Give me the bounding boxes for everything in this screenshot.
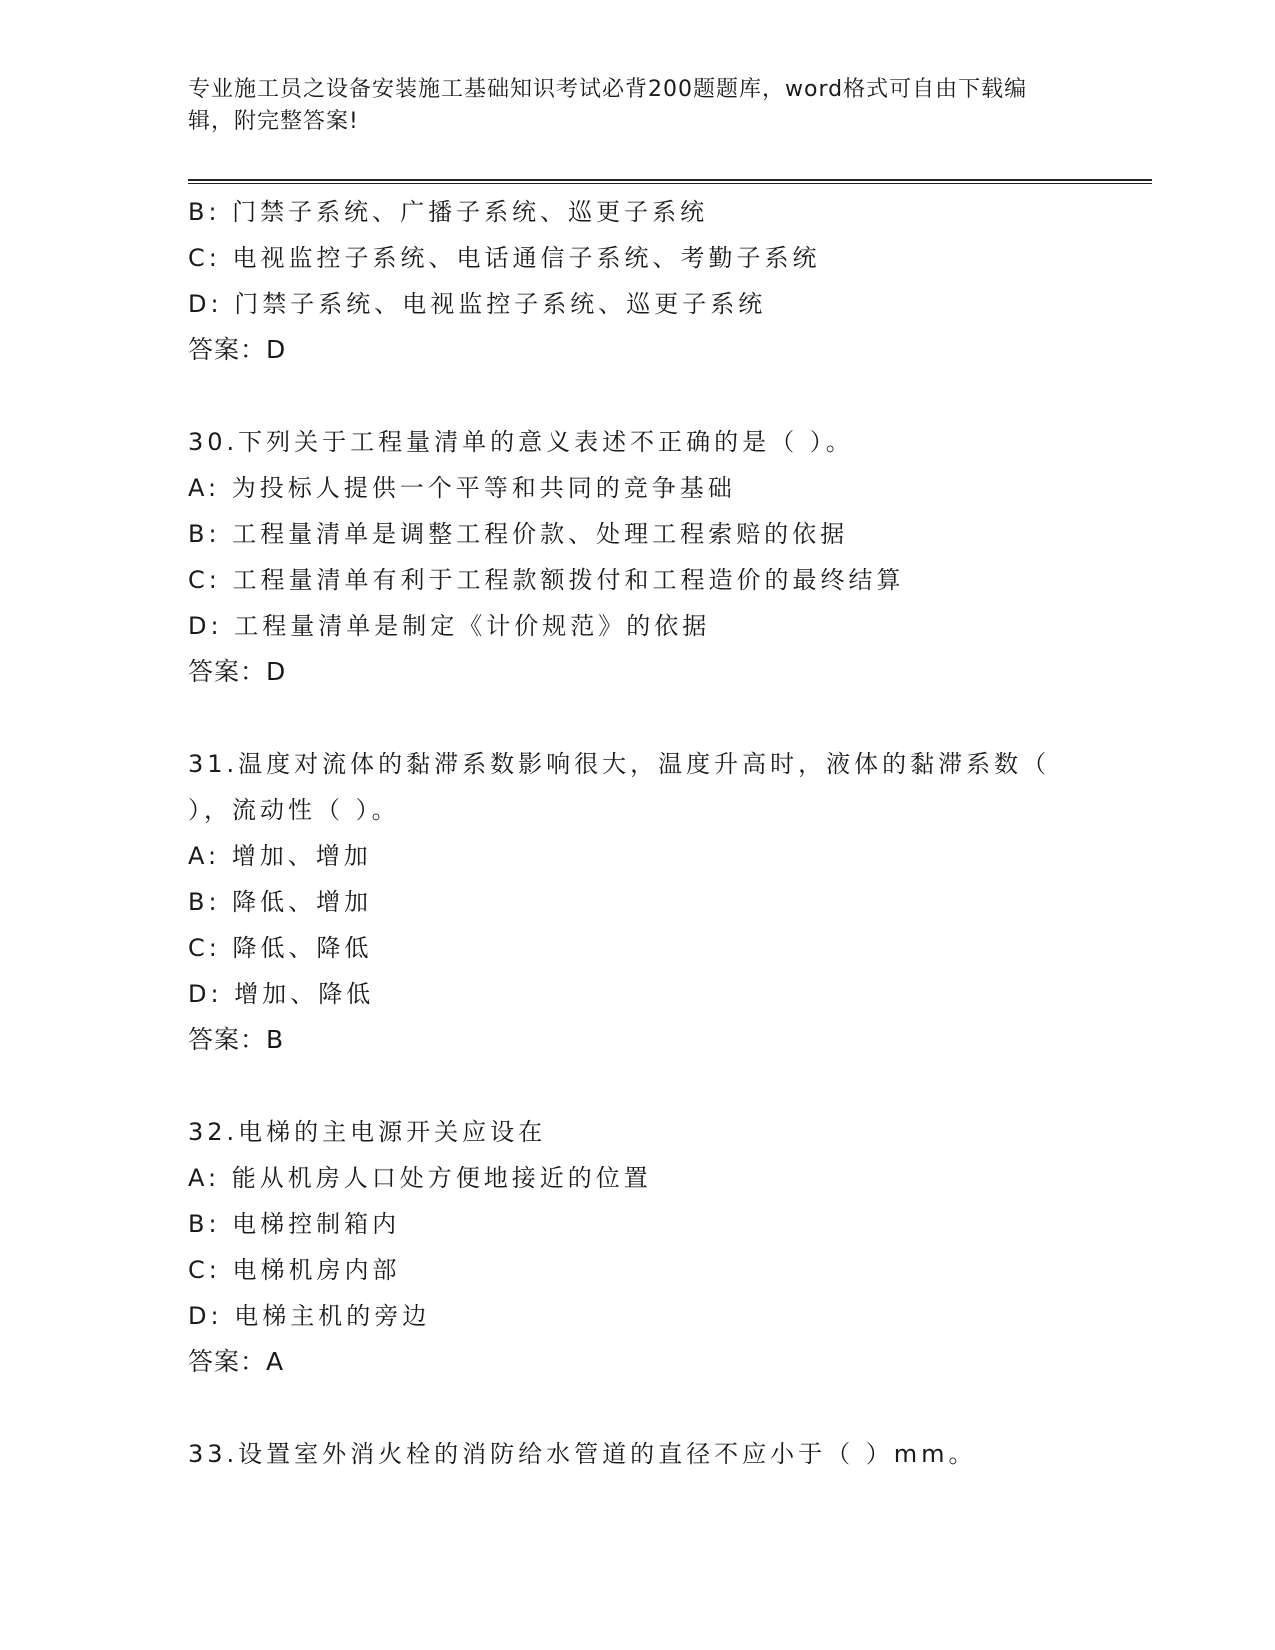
option-c: C: 电梯机房内部	[188, 1256, 401, 1284]
answer-line: 答案：D	[188, 335, 287, 364]
question-text: 32.电梯的主电源开关应设在	[188, 1118, 547, 1146]
option-b: B: 降低、增加	[188, 888, 373, 916]
option-a: A: 能从机房人口处方便地接近的位置	[188, 1164, 652, 1192]
spacer	[188, 1063, 1152, 1109]
option-c: C: 电视监控子系统、电话通信子系统、考勤子系统	[188, 244, 821, 272]
option-d: D: 门禁子系统、电视监控子系统、巡更子系统	[188, 290, 767, 318]
option-d: D: 增加、降低	[188, 980, 375, 1008]
question-block-32	[188, 1109, 1152, 1385]
option-c: C: 工程量清单有利于工程款额拨付和工程造价的最终结算	[188, 566, 905, 594]
answer-line: 答案：B	[188, 1025, 285, 1054]
question-block-31	[188, 741, 1152, 1063]
spacer	[188, 1385, 1152, 1431]
question-block-29	[188, 189, 1152, 373]
spacer	[188, 695, 1152, 741]
option-b: B: 工程量清单是调整工程价款、处理工程索赔的依据	[188, 520, 849, 548]
answer-line: 答案：D	[188, 657, 287, 686]
question-block-30	[188, 419, 1152, 695]
question-text: 30.下列关于工程量清单的意义表述不正确的是（ ）。	[188, 428, 854, 456]
option-b: B: 电梯控制箱内	[188, 1210, 401, 1238]
option-d: D: 电梯主机的旁边	[188, 1302, 431, 1330]
question-list	[188, 189, 1152, 1477]
option-a: A: 增加、增加	[188, 842, 372, 870]
question-text: 31.温度对流体的黏滞系数影响很大，温度升高时，液体的黏滞系数（ ），流动性（ ）。	[188, 750, 1051, 824]
option-b: B: 门禁子系统、广播子系统、巡更子系统	[188, 198, 709, 226]
page-header-title: 专业施工员之设备安装施工基础知识考试必背200题题库，word格式可自由下载编辑，附完整答案!	[188, 77, 1028, 134]
option-d: D: 工程量清单是制定《计价规范》的依据	[188, 612, 711, 640]
header-divider	[188, 179, 1152, 181]
header-divider-thin	[188, 183, 1152, 184]
option-c: C: 降低、降低	[188, 934, 373, 962]
question-block-33	[188, 1431, 1152, 1477]
answer-line: 答案：A	[188, 1347, 285, 1376]
spacer	[188, 373, 1152, 419]
question-text: 33.设置室外消火栓的消防给水管道的直径不应小于（ ）mm。	[188, 1440, 977, 1468]
option-a: A: 为投标人提供一个平等和共同的竞争基础	[188, 474, 736, 502]
